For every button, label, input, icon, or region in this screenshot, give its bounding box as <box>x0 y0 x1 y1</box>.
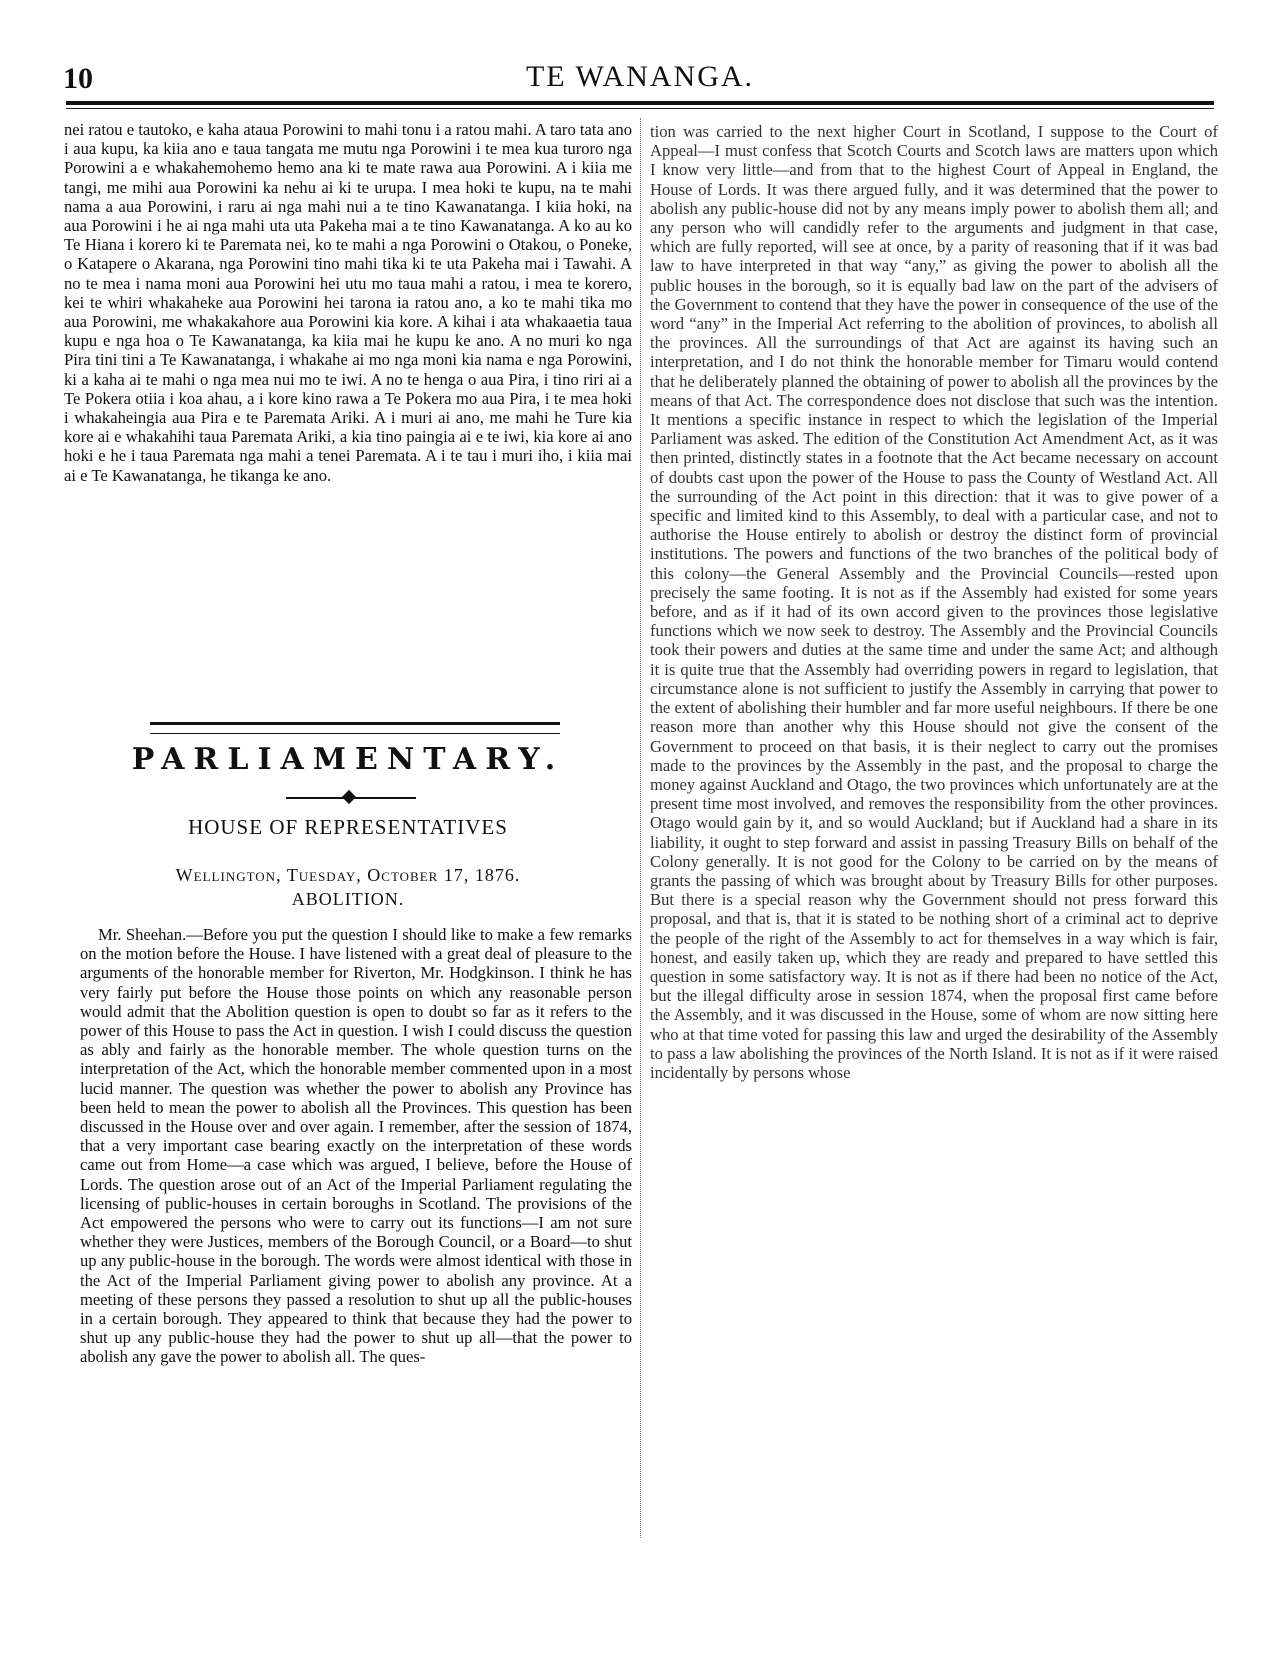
left-column <box>64 120 632 485</box>
section-title: PARLIAMENTARY. <box>131 742 565 777</box>
page-number: 10 <box>63 62 93 95</box>
speech-block <box>80 925 632 1367</box>
topic-heading: ABOLITION. <box>291 889 405 909</box>
maori-article-text: nei ratou e tautoko, e kaha ataua Porowini to mahi tonu i a ratou mahi. A taro tata ano i aua kupu, ka kiia ano e taua tangata me mutu nga Porowini i te mea kua turoro nga Porowini a e whakahemohemo hemo ana ki te mate rawa aua Porowini. A i kiia me tangi, me mihi aua Porowini ka nehu ai ki te urupa. I mea hoki te kupu, na te mahi nama a aua Porowini, i raru ai nga mahi nui a te tino Kawanatanga. I kiia hoki, na aua Porowini i he ai nga mahi uta uta Pakeha mai a te tino Kawanatanga. A ko au ko Te Hiana i korero ki te Paremata nei, ko te mahi a nga Porowini o Otakou, o Poneke, o Katapere o Akarana, nga Porowini tino mahi tika ki te uta Pakeha mai i Tawahi. A no te mea i nama moni aua Porowini hei utu mo taua mahi a ratou, i mea te korero, kei te whiri whakaheke aua Porowini hei tarona ia ratou ano, a ko te mahi tika mo aua Porowini, me whakakahore aua Porowini kia kore. A kihai i ata whakaaetia taua kupu e nga hoa o Te Kawanatanga, ka kiia mai he kupu ke ano. A no muri ko nga Pira tini tini a Te Kawanatanga, i whakahe ai mo nga moni kia nama e nga Porowini, ki a kaha ai te mahi o nga mea nui mo te iwi. A no te henga o aua Pira, i tino riri ai a Te Pokera otiia i koa ahau, a i kore kino rawa a Te Pokera mo aua Pira, i te mea hoki i whakaheingia aua Pira e te Paremata Ariki. A i muri ai ano, me mahi he Ture kia kore ai e whakahihi taua Paremata Ariki, a kia tino paingia ai e te iwi, kia kore ai ano hoki e he i taua Paremata nga mahi a tenei Paremata. A i te tau i muri iho, i kiia mai ai e Te Kawanatanga, he tikanga ke ano. <box>64 120 632 485</box>
header-rule-thin <box>66 108 1214 109</box>
header-rule-thick <box>66 101 1214 105</box>
house-heading: HOUSE OF REPRESENTATIVES <box>188 815 508 839</box>
ornamental-rule <box>150 722 560 734</box>
speech-text: Mr. Sheehan.—Before you put the question I should like to make a few remarks on the motion before the House. I have listened with a great deal of pleasure to the arguments of the honorable member for Riverton, Mr. Hodgkinson. I think he has very fairly put before the House those points on which any reasonable person would admit that the Abolition question is open to doubt so far as it refers to the power of this House to pass the Act in question. I wish I could discuss the question as ably and fairly as the honorable member. The whole question turns on the interpretation of the Act, which the honorable member commented upon in a most lucid manner. The question was whether the power to abolish any Province has been held to mean the power to abolish all the Provinces. This question has been discussed in the House over and over again. I remember, after the session of 1874, that a very important case bearing exactly on the interpretation of these words came out from Home—a case which was argued, I believe, before the House of Lords. The question arose out of an Act of the Imperial Parliament regulating the licensing of public-houses in certain boroughs in Scotland. The provisions of the Act empowered the persons who were to carry out its functions—I am not sure whether they were Justices, members of the Borough Council, or a Board—to shut up any public-house in the borough. The words were almost identical with those in the Act of the Imperial Parliament giving power to abolish any province. At a meeting of these persons they passed a resolution to shut up all the public-houses in a certain borough. They appeared to think that because they had the power to shut up any public-house they had the power to shut up all—that the power to abolish any gave the power to abolish all. The ques- <box>80 925 632 1367</box>
right-column-text: tion was carried to the next higher Court in Scotland, I suppose to the Court of Appeal—I must confess that Scotch Courts and Scotch laws are matters upon which I know very little—and from that to the highest Court of Appeal in England, the House of Lords. It was there argued fully, and it was determined that the power to abolish any public-house did not by any means imply power to abolish them all; and any person who will candidly refer to the arguments and judgment in that case, which are fully reported, will see at once, by a parity of reasoning that if it was bad law to have interpreted in that way “any,” as giving the power to abolish all the public houses in the borough, so it is equally bad law on the part of the advisers of the Government to contend that they have the power in consequence of the use of the word “any” in the Imperial Act referring to the abolition of provinces, to abolish all the provinces. All the surroundings of that Act are against its having such an interpretation, and I do not think the honorable member for Timaru would contend that he deliberately planned the obtaining of power to abolish all the provinces by the means of that Act. The correspondence does not disclose that such was the intention. It mentions a specific instance in respect to which the legislation of the Imperial Parliament was asked. The edition of the Constitution Act Amendment Act, as it was then printed, distinctly states in a footnote that the Act became necessary on account of doubts cast upon the power of the House to pass the County of Westland Act. All the surrounding of the Act point in this direction: that it was to give power of a specific and limited kind to this Assembly, to deal with a particular case, and not to authorise the House entirely to abolish or destroy the distinct form of provincial institutions. The powers and functions of the two branches of the political body of this colony—the General Assembly and the Provincial Councils—rested upon precisely the same footing. It is not as if the Assembly had existed for some years before, and as if it had of its own accord given to the provinces those legislative functions which we now seek to destroy. The Assembly and the Provincial Councils took their powers and duties at the same time and under the same Act; and although it is quite true that the Assembly had overriding powers in regard to legislation, that circumstance alone is not sufficient to justify the Assembly in carrying that power to the extent of abolishing their humbler and far more useful neighbours. If there be one reason more than another why this House should not give the consent of the Government to proceed on that basis, it is their neglect to carry out the promises made to the provinces by the Assembly in the past, and the proposal to charge the money against Auckland and Otago, the two provinces which unfortunately are at the present time most involved, and removes the responsibility from the other provinces. Otago would gain by it, and so would Auckland; but if Auckland had a share in its liability, it ought to step forward and assist in passing Treasury Bills on behalf of the Colony generally. It is not good for the Colony to be carried on by the means of grants the passing of which was brought about by Treasury Bills for other purposes. But there is a special reason why the Government should not press forward this proposal, and that is, that it is stated to be nothing short of a criminal act to deprive the people of the right of the Assembly to act for themselves in a way which is fair, honest, and easily taken up, which they are ready and prepared to have settled this question in some satisfactory way. It is not as if there had been no notice of the Act, but the illegal difficulty arose in session 1874, when the proposal first came before the Assembly, and it was discussed in the House, some of whom are now sitting here who at that time voted for passing this law and urged the desirability of the Assembly to pass a law abolishing the provinces of the North Island. It is not as if it were raised incidentally by persons whose <box>650 122 1218 1082</box>
dateline: Wellington, Tuesday, October 17, 1876. <box>175 865 521 885</box>
dash-ornament <box>286 797 416 799</box>
column-divider <box>640 118 641 1538</box>
right-column <box>650 122 1218 1082</box>
running-title: TE WANANGA. <box>525 60 755 93</box>
